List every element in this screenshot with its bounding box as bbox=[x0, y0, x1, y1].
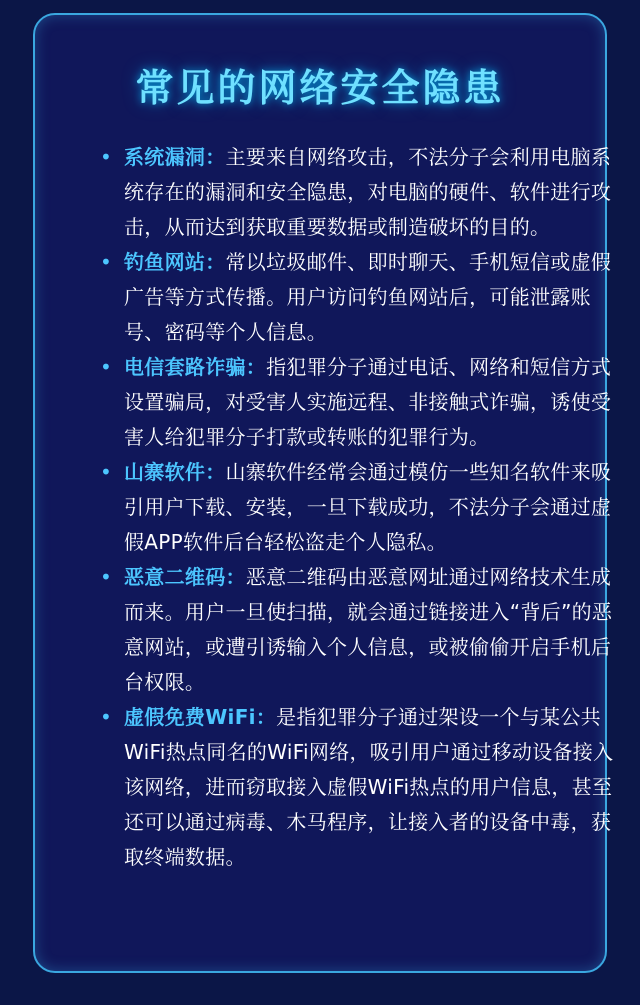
bullet-icon: • bbox=[100, 250, 113, 274]
hazard-list bbox=[97, 140, 617, 875]
content-card bbox=[33, 13, 614, 973]
item-text: 恶意二维码由恶意网址通过网络技术生成而来。用户一旦使扫描，就会通过链接进入“背后”的恶意网站，或遭引诱输入个人信息，或被偷偷开启手机后台权限。 bbox=[124, 565, 613, 694]
bullet-icon: • bbox=[100, 460, 113, 484]
item-text: 是指犯罪分子通过架设一个与某公共WiFi热点同名的WiFi网络，吸引用户通过移动设备接入该网络，进而窃取接入虚假WiFi热点的用户信息，甚至还可以通过病毒、木马程序，让接入者的设备中毒，获取终端数据。 bbox=[124, 705, 614, 869]
list-item bbox=[97, 350, 617, 455]
bullet-icon: • bbox=[100, 705, 113, 729]
item-text: 常以垃圾邮件、即时聊天、手机短信或虚假广告等方式传播。用户访问钓鱼网站后，可能泄露账号、密码等个人信息。 bbox=[124, 250, 612, 344]
list-item bbox=[97, 700, 617, 875]
item-label: 恶意二维码： bbox=[124, 565, 246, 589]
item-label: 电信套路诈骗： bbox=[124, 355, 267, 379]
bullet-icon: • bbox=[100, 565, 113, 589]
item-label: 系统漏洞： bbox=[124, 145, 226, 169]
list-item bbox=[97, 245, 617, 350]
item-label: 钓鱼网站： bbox=[124, 250, 226, 274]
item-label: 山寨软件： bbox=[124, 460, 226, 484]
bullet-icon: • bbox=[100, 355, 113, 379]
bullet-icon: • bbox=[100, 145, 113, 169]
item-label: 虚假免费WiFi： bbox=[124, 705, 277, 729]
list-item bbox=[97, 560, 617, 700]
item-text: 指犯罪分子通过电话、网络和短信方式设置骗局，对受害人实施远程、非接触式诈骗，诱使受害人给犯罪分子打款或转账的犯罪行为。 bbox=[124, 355, 612, 449]
page-title: 常见的网络安全隐患 bbox=[135, 65, 505, 110]
list-item bbox=[97, 455, 617, 560]
item-text: 主要来自网络攻击，不法分子会利用电脑系统存在的漏洞和安全隐患，对电脑的硬件、软件进行攻击，从而达到获取重要数据或制造破坏的目的。 bbox=[124, 145, 612, 239]
item-text: 山寨软件经常会通过模仿一些知名软件来吸引用户下载、安装，一旦下载成功，不法分子会通过虚假APP软件后台轻松盗走个人隐私。 bbox=[124, 460, 612, 554]
list-item bbox=[97, 140, 617, 245]
